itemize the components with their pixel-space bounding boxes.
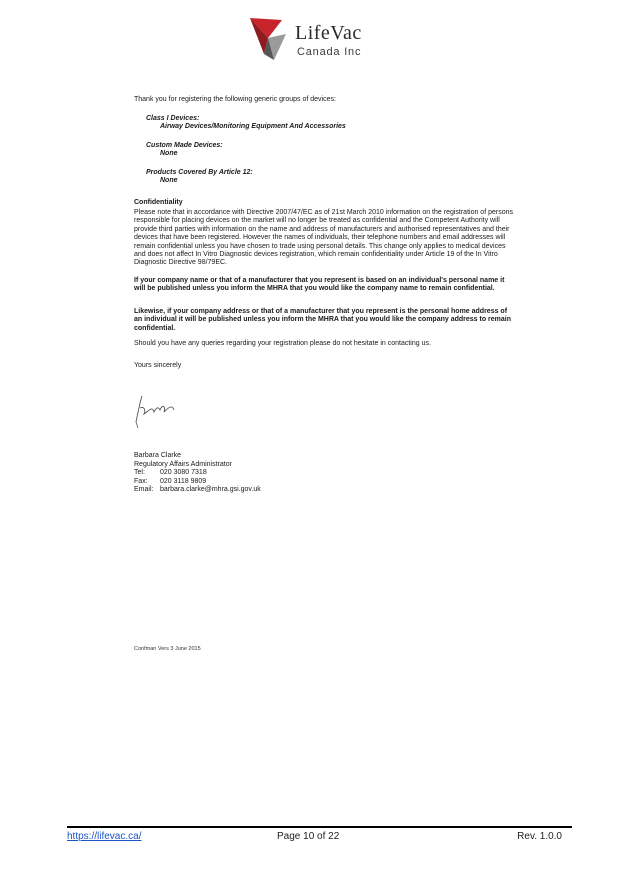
confidentiality-text: Please note that in accordance with Directive 2007/47/EC as of 21st March 2010 information on the registration of persons responsible for placing devices on the market will no longer be treated as confidential and the Competent Authority will provide third parties with information on the name and address of manufacturers and authorised representatives and their devices that have been registered. However the names of individuals, their telephone numbers and email addresses will remain confidential unless you have chosen to trade using personal details. This change only applies to medical devices and does not affect In Vitro Diagnostic devices registration, which remain confidentiality under Article 19 of the In Vitro Diagnostic Directive 98/79EC. xyxy=(134,209,513,267)
logo-name: LifeVac xyxy=(295,22,362,44)
device-group-class-i xyxy=(134,115,346,132)
bold-paragraph-address: Likewise, if your company address or that of a manufacturer that you represent is the personal home address of an individual it will be published unless you inform the MHRA that you would like the company address to remain confidential. xyxy=(134,308,512,332)
tel-value: 020 3080 7318 xyxy=(160,469,207,476)
fax-label: Fax: xyxy=(134,477,148,485)
group-heading: Custom Made Devices: xyxy=(146,142,223,149)
page-footer xyxy=(67,831,572,845)
handwritten-signature xyxy=(128,388,200,432)
revision-label: Rev. 1.0.0 xyxy=(517,831,562,842)
signatory-name: Barbara Clarke xyxy=(134,452,182,459)
closing-text: Yours sincerely xyxy=(134,362,182,369)
group-heading: Class I Devices: xyxy=(146,115,200,122)
company-logo xyxy=(246,14,406,64)
signature-block xyxy=(134,452,261,495)
lifevac-logo-mark-icon xyxy=(246,14,296,64)
footer-website-link[interactable]: https://lifevac.ca/ xyxy=(67,831,142,842)
email-label: Email: xyxy=(134,486,154,493)
group-value: Airway Devices/Monitoring Equipment And Accessories xyxy=(160,123,346,131)
signatory-title: Regulatory Affairs Administrator xyxy=(134,460,232,468)
intro-text: Thank you for registering the following generic groups of devices: xyxy=(134,96,336,103)
email-value: barbara.clarke@mhra.gsi.gov.uk xyxy=(160,486,261,493)
group-heading: Products Covered By Article 12: xyxy=(146,169,253,176)
footer-divider xyxy=(67,826,572,828)
form-reference: Confman Vers 3 June 2015 xyxy=(134,646,201,652)
group-value: None xyxy=(160,177,178,185)
device-group-custom-made xyxy=(134,142,223,159)
queries-text: Should you have any queries regarding your registration please do not hesitate in contacting us. xyxy=(134,340,431,347)
fax-row xyxy=(134,478,261,487)
tel-label: Tel: xyxy=(134,469,145,476)
email-row xyxy=(134,486,261,495)
group-value: None xyxy=(160,150,178,158)
confidentiality-heading: Confidentiality xyxy=(134,199,183,206)
fax-value: 020 3118 9809 xyxy=(160,477,207,485)
page-number: Page 10 of 22 xyxy=(277,831,340,842)
bold-paragraph-name: If your company name or that of a manufacturer that you represent is based on an individual's personal name it will be published unless you inform the MHRA that you would like the company name to remain confidential. xyxy=(134,277,505,293)
device-group-article-12 xyxy=(134,169,253,186)
logo-subtitle: Canada Inc xyxy=(297,46,362,58)
tel-row xyxy=(134,469,261,478)
